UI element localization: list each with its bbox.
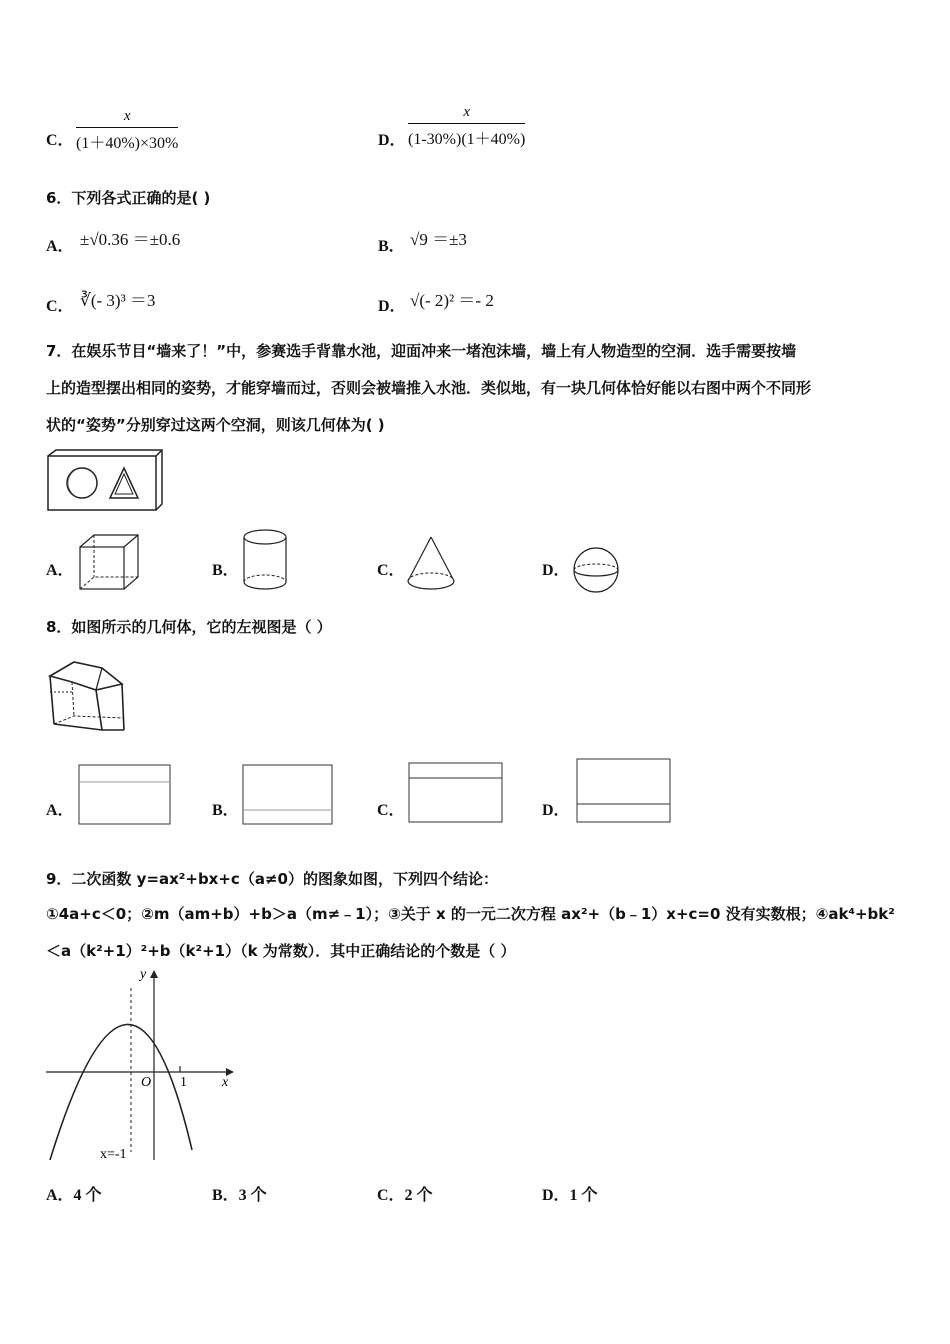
q5-c-denominator: (1＋40%)×30% (76, 127, 178, 153)
q6-option-a-expression: ±√0.36 ＝±0.6 (80, 230, 181, 249)
q7-option-d-label: D． (542, 562, 570, 579)
q5-c-numerator: x (123, 108, 131, 124)
q9-option-a: A．4 个 (46, 1187, 102, 1204)
q6-option-b-expression: √9 ＝±3 (410, 230, 467, 249)
q8-option-a-label: A． (46, 802, 74, 819)
q7-cylinder-figure (240, 528, 290, 592)
q6-option-d-label: D． (378, 298, 406, 315)
q9-origin-label: O (141, 1075, 152, 1090)
q9-stem-line2: ①4a+c＜0；②m（am+b）+b＞a（m≠﹣1）；③关于 x 的一元二次方程 ax²+（b﹣1）x+c=0 没有实数根；④ak⁴+bk² (46, 905, 895, 923)
q6-option-a-label: A． (46, 238, 74, 255)
q8-solid-figure (46, 658, 130, 734)
q9-stem-line3: ＜a（k²+1）²+b（k²+1）（k 为常数）．其中正确结论的个数是（ ） (46, 942, 516, 960)
q8-option-d-label: D． (542, 802, 570, 819)
q9-option-b: B．3 个 (212, 1187, 267, 1204)
q5-option-d-expression (408, 104, 525, 149)
q8-option-b-label: B． (212, 802, 239, 819)
q8-stem: 8．如图所示的几何体，它的左视图是（ ） (46, 618, 332, 636)
q8-option-c-label: C． (377, 802, 405, 819)
q7-wall-figure (46, 448, 166, 514)
q8-option-b-figure (242, 764, 334, 826)
q7-stem-line2: 上的造型摆出相同的姿势，才能穿墙而过，否则会被墙推入水池．类似地，有一块几何体恰好能以右图中两个不同形 (46, 379, 812, 397)
q6-stem: 6．下列各式正确的是( ) (46, 189, 211, 207)
q6-option-d-expression: √(- 2)² ＝- 2 (410, 291, 494, 310)
q7-cone-figure (404, 534, 458, 592)
q7-stem-line1: 7．在娱乐节目“墙来了！”中，参赛选手背靠水池，迎面冲来一堵泡沫墙，墙上有人物造型的空洞．选手需要按墙 (46, 342, 797, 360)
q6-option-b-label: B． (378, 238, 405, 255)
q9-symmetry-label: x=-1 (100, 1147, 127, 1162)
q8-option-c-figure (408, 762, 504, 824)
q5-d-denominator: (1-30%)(1＋40%) (408, 123, 525, 149)
q9-stem-line1: 9．二次函数 y=ax²+bx+c（a≠0）的图象如图，下列四个结论： (46, 870, 498, 888)
q9-option-c: C．2 个 (377, 1187, 433, 1204)
q7-option-b-label: B． (212, 562, 239, 579)
q9-parabola-graph (40, 964, 240, 1164)
q7-option-c-label: C． (377, 562, 405, 579)
q5-option-c-label: C． (46, 132, 74, 149)
q7-cube-figure (78, 533, 142, 591)
q7-option-a-label: A． (46, 562, 74, 579)
q9-option-d: D．1 个 (542, 1187, 598, 1204)
q7-sphere-figure (570, 544, 622, 596)
q7-stem-line3: 状的“姿势”分别穿过这两个空洞，则该几何体为( ) (46, 416, 385, 434)
q9-tick-1-label: 1 (180, 1075, 187, 1090)
q5-d-numerator: x (463, 104, 470, 120)
q5-option-c-expression (76, 108, 178, 153)
q5-option-d-label: D． (378, 132, 406, 149)
q9-y-axis-label: y (140, 967, 147, 982)
q6-option-c-expression: ∛(- 3)³ ＝3 (80, 291, 156, 310)
q9-x-axis-label: x (222, 1075, 229, 1090)
q6-option-c-label: C． (46, 298, 74, 315)
q8-option-d-figure (576, 758, 672, 824)
q8-option-a-figure (78, 764, 172, 826)
